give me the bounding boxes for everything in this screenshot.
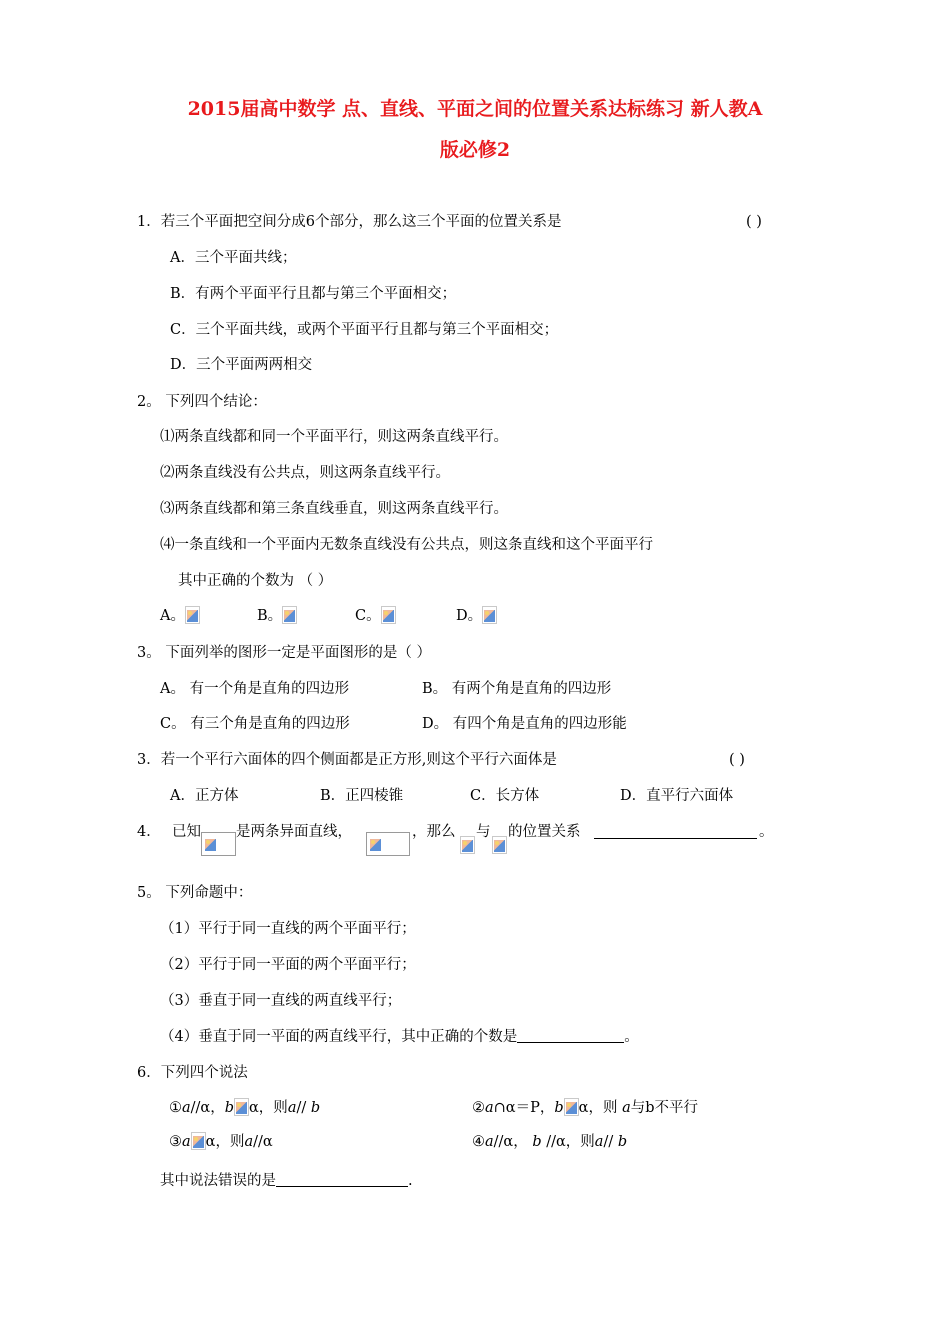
var-b: b [617, 1134, 628, 1150]
q3b-option-a: A．正方体 [170, 788, 239, 804]
q2-statement-2: ⑵两条直线没有公共点，则这两条直线平行。 [160, 465, 450, 481]
q2-option-d-label: D。 [456, 608, 483, 624]
var-a: a [244, 1134, 254, 1150]
q5-statement-2: （2）平行于同一平面的两个平面平行； [160, 957, 416, 973]
q6-item-2-rest: 与b不平行 [630, 1100, 699, 1116]
q4-text-5: 的位置关系 [508, 824, 581, 840]
q2-statement-4: ⑷一条直线和一个平面内无数条直线没有公共点，则这条直线和这个平面平行 [160, 537, 653, 553]
page-title-line-2: 版必修2 [439, 139, 511, 161]
q6-item-4-parallel: // [603, 1134, 614, 1150]
q5-statement-1: （1）平行于同一直线的两个平面平行； [160, 921, 416, 937]
var-b: b [532, 1134, 542, 1150]
q1-answer-paren: ( ) [746, 214, 762, 230]
q5-answer-blank[interactable] [517, 1027, 624, 1043]
var-b: b [310, 1100, 321, 1116]
q4-answer-blank[interactable] [594, 823, 757, 839]
q3-stem: 3。 下面列举的图形一定是平面图形的是（ ） [137, 645, 431, 661]
q6-ask-text: 其中说法错误的是 [160, 1173, 276, 1189]
broken-image-icon [204, 836, 219, 854]
q2-stem: 2。 下列四个结论： [137, 394, 267, 410]
q3-option-c: C。 有三个角是直角的四边形 [160, 716, 350, 732]
q4-formula-image-1 [201, 832, 236, 856]
var-a: a [182, 1100, 191, 1116]
q2-option-d [456, 606, 497, 626]
broken-image-icon [282, 606, 297, 624]
broken-image-icon [564, 1098, 579, 1116]
q3b-option-c: C．长方体 [470, 788, 540, 804]
q6-item-2-then: α，则 [578, 1100, 618, 1116]
q2-option-b-label: B。 [257, 608, 283, 624]
var-a: a [182, 1134, 191, 1150]
q3-option-d: D。 有四个角是直角的四边形能 [422, 716, 627, 732]
q6-item-3 [169, 1132, 273, 1152]
q2-option-c [355, 606, 396, 626]
q4-text-2: 是两条异面直线， [236, 824, 352, 840]
q1-option-c: C．三个平面共线，或两个平面平行且都与第三个平面相交； [170, 322, 559, 338]
q6-item-2-mark: ② [472, 1100, 485, 1116]
q4-text-3: ，那么 [412, 824, 456, 840]
q6-item-1-rel: //α， [190, 1100, 225, 1116]
q2-statement-1: ⑴两条直线都和同一个平面平行，则这两条直线平行。 [160, 429, 508, 445]
q6-item-3-mark: ③ [169, 1134, 182, 1150]
broken-image-icon [234, 1098, 249, 1116]
q1-option-b: B．有两个平面平行且都与第三个平面相交； [170, 286, 457, 302]
q3b-option-b: B．正四棱锥 [320, 788, 404, 804]
q6-item-2-rel: ∩α＝P， [493, 1100, 555, 1116]
q3b-option-d: D．直平行六面体 [620, 788, 734, 804]
broken-image-icon [185, 606, 200, 624]
q6-item-4-mark: ④ [472, 1134, 485, 1150]
q2-option-c-label: C。 [355, 608, 381, 624]
q2-option-b [257, 606, 297, 626]
q5-statement-3: （3）垂直于同一直线的两直线平行； [160, 993, 402, 1009]
q5-stem: 5。 下列命题中： [137, 885, 253, 901]
q6-answer-blank[interactable] [276, 1171, 408, 1187]
q3b-stem: 3．若一个平行六面体的四个侧面都是正方形,则这个平行六面体是 [137, 752, 557, 768]
page-title-line-1: 2015届高中数学 点、直线、平面之间的位置关系达标练习 新人教A [187, 98, 763, 120]
var-a: a [485, 1134, 494, 1150]
q4-formula-image-2 [366, 832, 410, 856]
broken-image-icon [191, 1132, 206, 1150]
q1-option-d: D．三个平面两两相交 [170, 357, 313, 373]
broken-image-icon [369, 836, 384, 854]
var-a: a [594, 1134, 604, 1150]
q6-end: . [408, 1173, 413, 1189]
broken-image-icon [460, 836, 475, 854]
q6-item-4-rel: //α， [493, 1134, 528, 1150]
broken-image-icon [482, 606, 497, 624]
q6-item-1 [169, 1098, 320, 1118]
q2-option-a [160, 606, 200, 626]
var-b: b [554, 1100, 564, 1116]
q6-item-2 [472, 1098, 698, 1118]
broken-image-icon [492, 836, 507, 854]
var-a: a [622, 1100, 631, 1116]
q2-statement-3: ⑶两条直线都和第三条直线垂直，则这两条直线平行。 [160, 501, 508, 517]
q4-text-1: 已知 [172, 824, 201, 840]
broken-image-icon [381, 606, 396, 624]
var-b: b [224, 1100, 235, 1116]
q3b-answer-paren: ( ) [729, 752, 745, 768]
q6-item-4 [472, 1132, 627, 1152]
q4-number: 4． [137, 824, 161, 840]
q6-item-1-parallel: // [296, 1100, 307, 1116]
q5-statement-4-text: （4）垂直于同一平面的两直线平行，其中正确的个数是 [160, 1029, 518, 1045]
q3-option-a: A。 有一个角是直角的四边形 [160, 681, 350, 697]
q6-stem: 6．下列四个说法 [137, 1065, 248, 1081]
q5-statement-4 [160, 1027, 639, 1047]
q5-end: 。 [624, 1029, 639, 1045]
q6-item-1-mark: ① [169, 1100, 182, 1116]
q6-item-3-then: α，则 [205, 1134, 245, 1150]
q3-option-b: B。 有两个角是直角的四边形 [422, 681, 612, 697]
q6-item-3-rest: //α [253, 1134, 273, 1150]
q2-ask: 其中正确的个数为 （ ） [178, 573, 333, 589]
q4-text-4: 与 [476, 824, 491, 840]
var-a: a [485, 1100, 494, 1116]
q1-stem: 1．若三个平面把空间分成6个部分，那么这三个平面的位置关系是 [137, 214, 562, 230]
var-a: a [287, 1100, 297, 1116]
q6-item-4-then: //α，则 [546, 1134, 595, 1150]
q6-item-1-then: α，则 [249, 1100, 288, 1116]
q4-text-6: 。 [759, 824, 774, 840]
q2-option-a-label: A。 [160, 608, 185, 624]
q6-ask [160, 1171, 413, 1191]
q1-option-a: A．三个平面共线； [170, 250, 297, 266]
